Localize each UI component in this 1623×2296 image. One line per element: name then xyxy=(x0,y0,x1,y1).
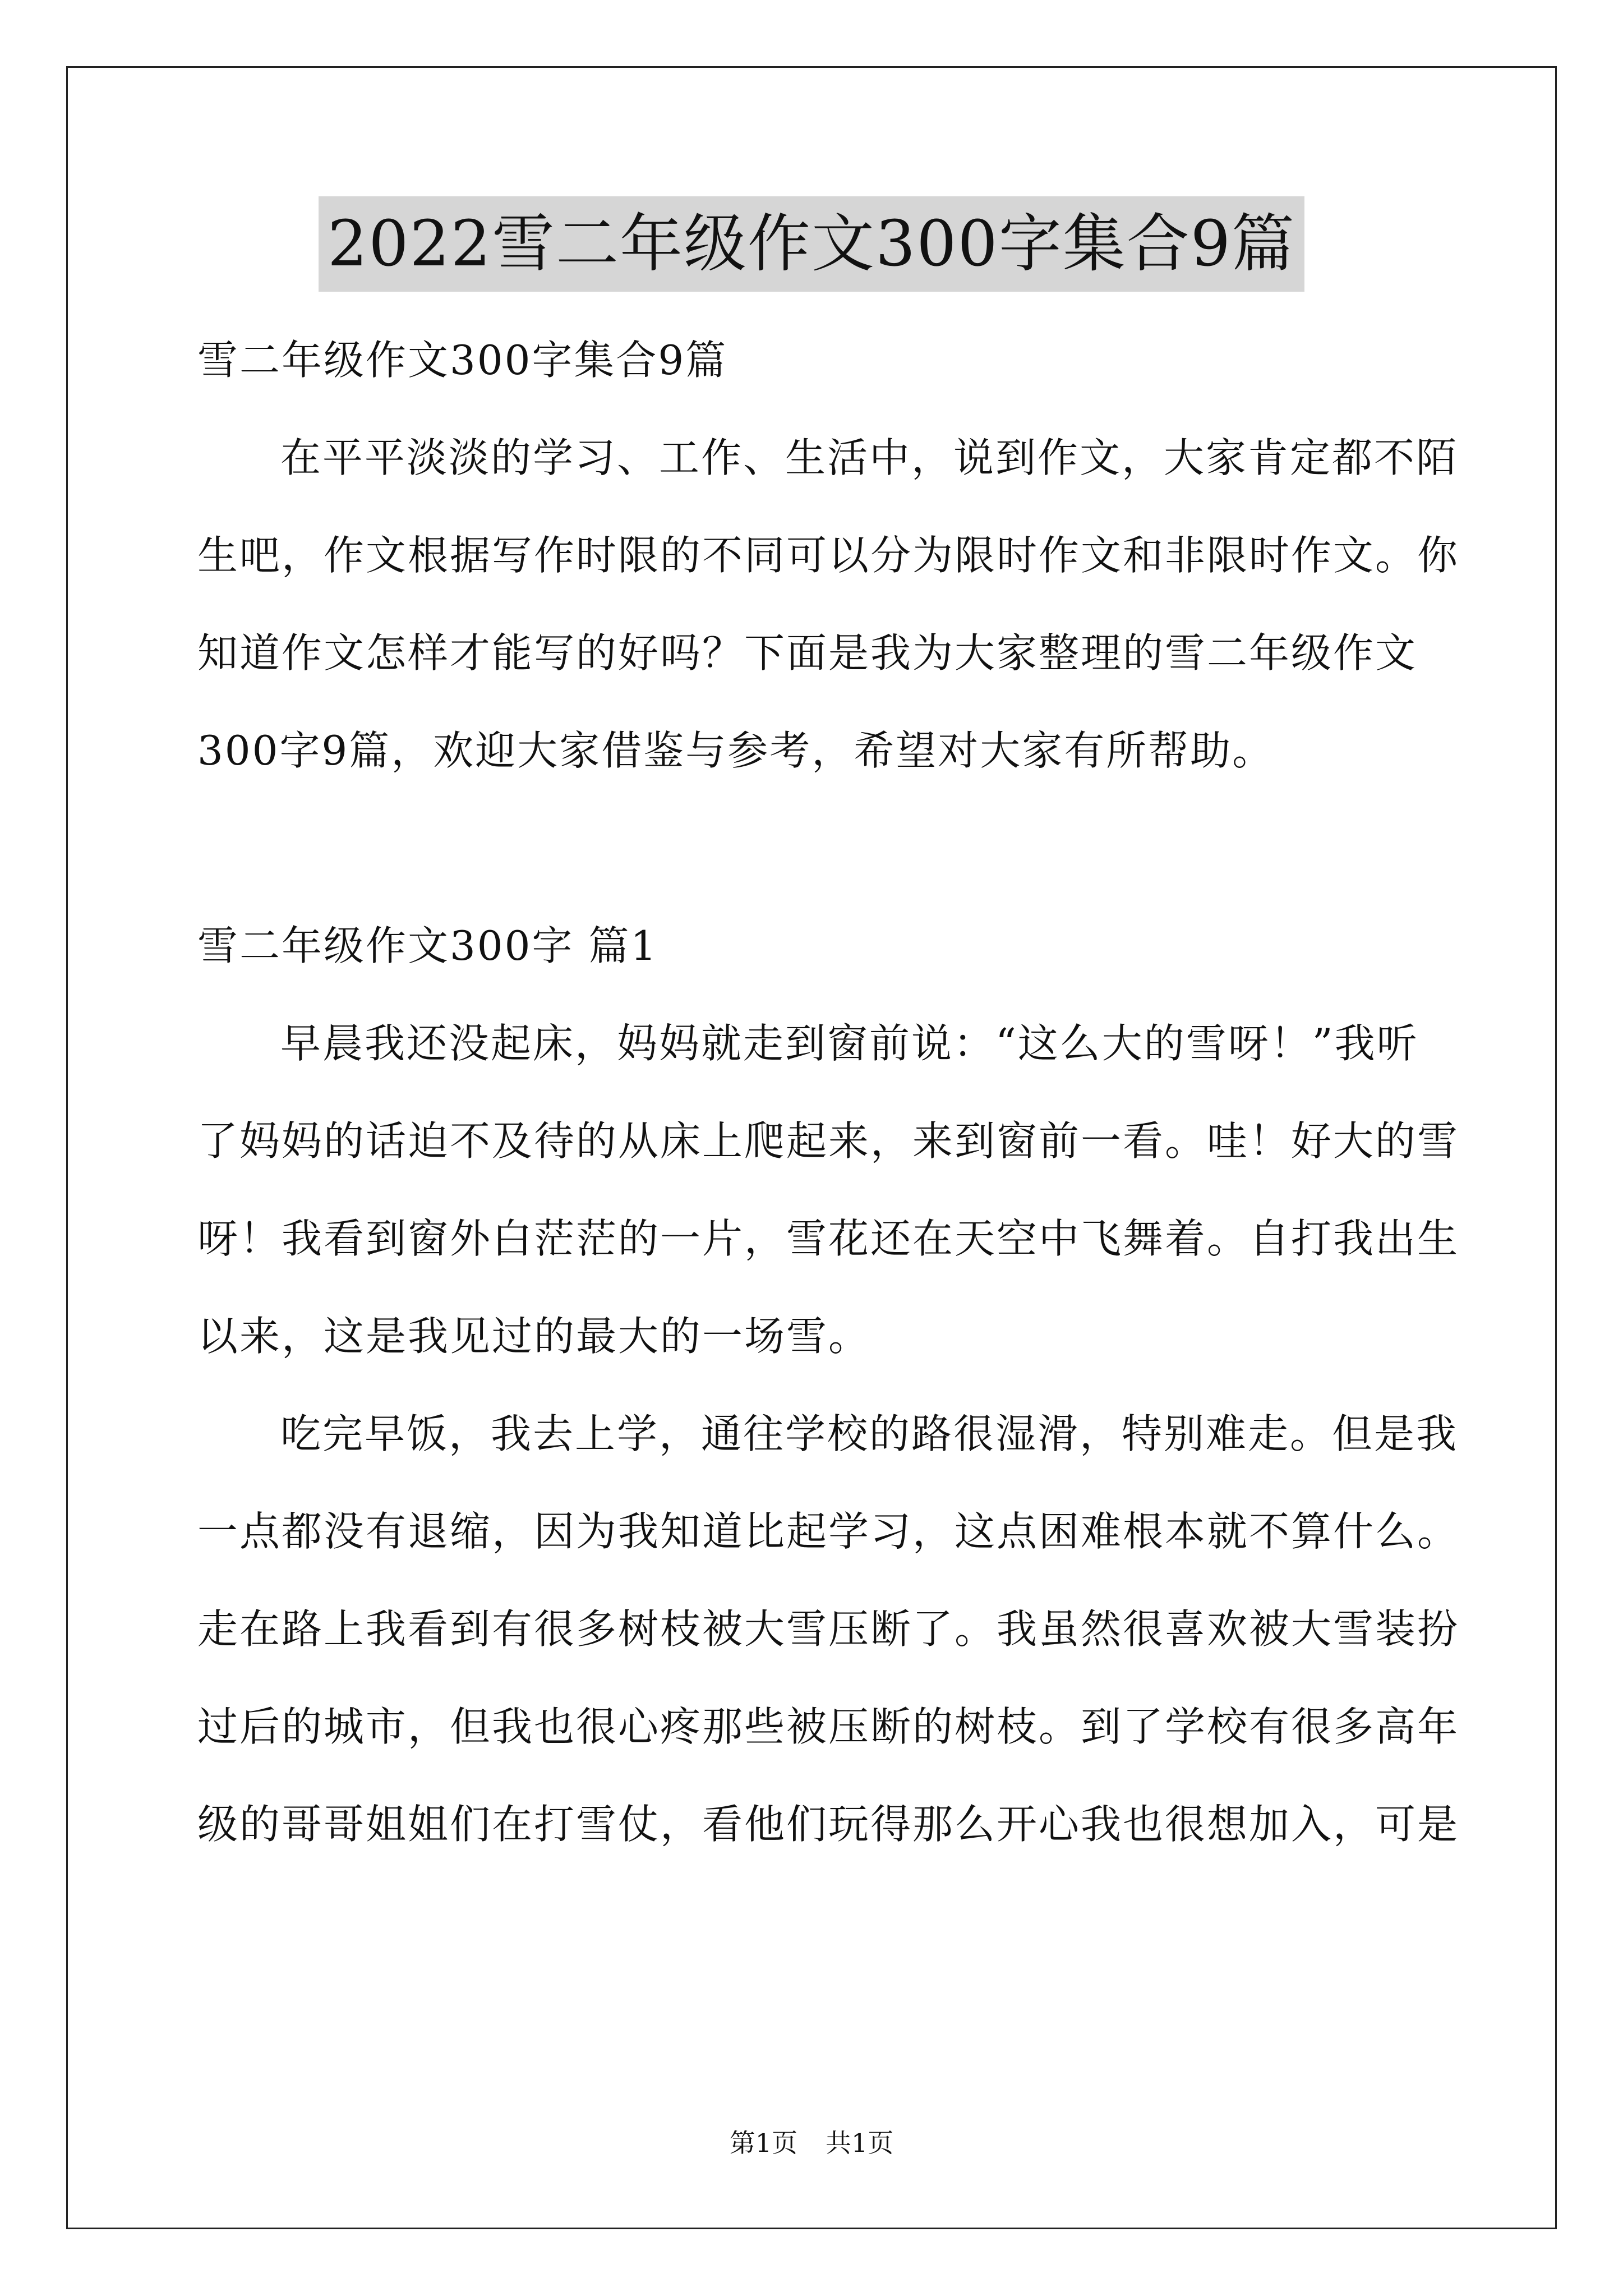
title-area xyxy=(0,196,1623,292)
paragraph-2-line-4: 过后的城市，但我也很心疼那些被压断的树枝。到了学校有很多高年 xyxy=(197,1703,1460,1750)
intro-line-3: 知道作文怎样才能写的好吗？下面是我为大家整理的雪二年级作文 xyxy=(197,629,1418,677)
paragraph-1-line-3: 呀！我看到窗外白茫茫的一片，雪花还在天空中飞舞着。自打我出生 xyxy=(197,1215,1460,1262)
section-heading: 雪二年级作文300字 篇1 xyxy=(197,922,658,969)
section-spacer xyxy=(197,799,1431,897)
document-body xyxy=(197,311,1460,1873)
paragraph-1-line-4: 以来，这是我见过的最大的一场雪。 xyxy=(197,1313,871,1360)
paragraph-2-line-3: 走在路上我看到有很多树枝被大雪压断了。我虽然很喜欢被大雪装扮 xyxy=(197,1605,1460,1653)
page-footer xyxy=(0,2126,1623,2160)
intro-line-1: 在平平淡淡的学习、工作、生活中，说到作文，大家肯定都不陌 xyxy=(280,434,1459,481)
document-title: 2022雪二年级作文300字集合9篇 xyxy=(319,196,1304,292)
intro-line-4: 300字9篇，欢迎大家借鉴与参考，希望对大家有所帮助。 xyxy=(197,727,1275,774)
paragraph-1-line-2: 了妈妈的话迫不及待的从床上爬起来，来到窗前一看。哇！好大的雪 xyxy=(197,1117,1460,1165)
paragraph-2-line-2: 一点都没有退缩，因为我知道比起学习，这点困难根本就不算什么。 xyxy=(197,1508,1460,1555)
paragraph-1-line-1: 早晨我还没起床，妈妈就走到窗前说：“这么大的雪呀！”我听 xyxy=(280,1020,1419,1067)
document-subtitle: 雪二年级作文300字集合9篇 xyxy=(197,337,728,384)
page-number: 第1页 xyxy=(729,2128,797,2158)
page-total: 共1页 xyxy=(826,2128,894,2158)
intro-line-2: 生吧，作文根据写作时限的不同可以分为限时作文和非限时作文。你 xyxy=(197,532,1460,579)
paragraph-2-line-5: 级的哥哥姐姐们在打雪仗，看他们玩得那么开心我也很想加入，可是 xyxy=(197,1801,1460,1848)
paragraph-2-line-1: 吃完早饭，我去上学，通往学校的路很湿滑，特别难走。但是我 xyxy=(280,1410,1459,1457)
